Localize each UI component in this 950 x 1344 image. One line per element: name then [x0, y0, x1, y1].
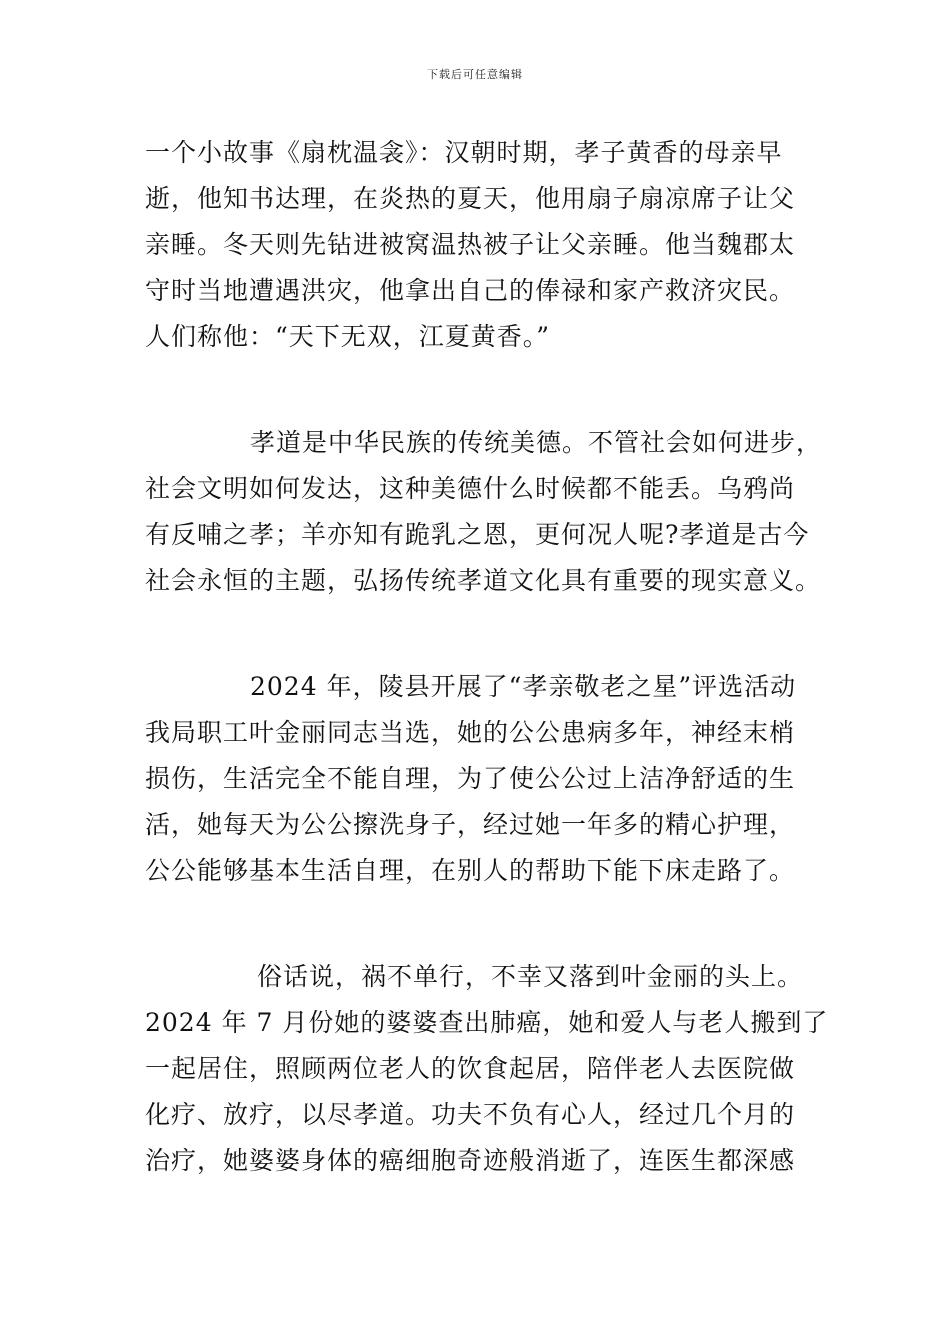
text-line: 社会文明如何发达，这种美德什么时候都不能丢。乌鸦尚 [145, 474, 796, 503]
text-line: 有反哺之孝；羊亦知有跪乳之恩，更何况人呢?孝道是古今 [145, 520, 810, 549]
text-line: 俗话说，祸不单行，不幸又落到叶金丽的头上。 [257, 962, 804, 991]
text-line: 治疗，她婆婆身体的癌细胞奇迹般消逝了，连医生都深感 [145, 1146, 796, 1175]
text-line: 亲睡。冬天则先钻进被窝温热被子让父亲睡。他当魏郡太 [145, 230, 796, 259]
paragraph-3 [145, 664, 835, 894]
text-line: 化疗、放疗，以尽孝道。功夫不负有心人，经过几个月的 [145, 1100, 796, 1129]
text-line: 我局职工叶金丽同志当选，她的公公患病多年，神经末梢 [145, 718, 796, 747]
text-line: 活，她每天为公公擦洗身子，经过她一年多的精心护理， [145, 810, 796, 839]
paragraph-4 [145, 954, 835, 1184]
text-line: 一起居住，照顾两位老人的饮食起居，陪伴老人去医院做 [145, 1054, 796, 1083]
page-header: 下载后可任意编辑 [427, 68, 523, 81]
paragraph-1 [145, 130, 835, 360]
paragraph-2 [145, 420, 835, 604]
paragraph-gap [145, 360, 835, 420]
text-line: 人们称他：“天下无双，江夏黄香。” [145, 322, 551, 351]
paragraph-gap [145, 894, 835, 954]
paragraph-gap [145, 604, 835, 664]
text-line: 2024 年，陵县开展了“孝亲敬老之星”评选活动 [250, 672, 797, 701]
text-line: 公公能够基本生活自理，在别人的帮助下能下床走路了。 [145, 856, 796, 885]
text-line: 一个小故事《扇枕温衾》：汉朝时期，孝子黄香的母亲早 [145, 138, 783, 167]
text-line: 守时当地遭遇洪灾，他拿出自己的俸禄和家产救济灾民。 [145, 276, 796, 305]
text-line: 损伤，生活完全不能自理，为了使公公过上洁净舒适的生 [145, 764, 796, 793]
text-line: 孝道是中华民族的传统美德。不管社会如何进步， [250, 428, 823, 457]
text-line: 社会永恒的主题，弘扬传统孝道文化具有重要的现实意义。 [145, 566, 822, 595]
text-line: 2024 年 7 月份她的婆婆查出肺癌，她和爱人与老人搬到了 [145, 1008, 829, 1037]
document-body [145, 130, 835, 1184]
text-line: 逝，他知书达理，在炎热的夏天，他用扇子扇凉席子让父 [145, 184, 796, 213]
